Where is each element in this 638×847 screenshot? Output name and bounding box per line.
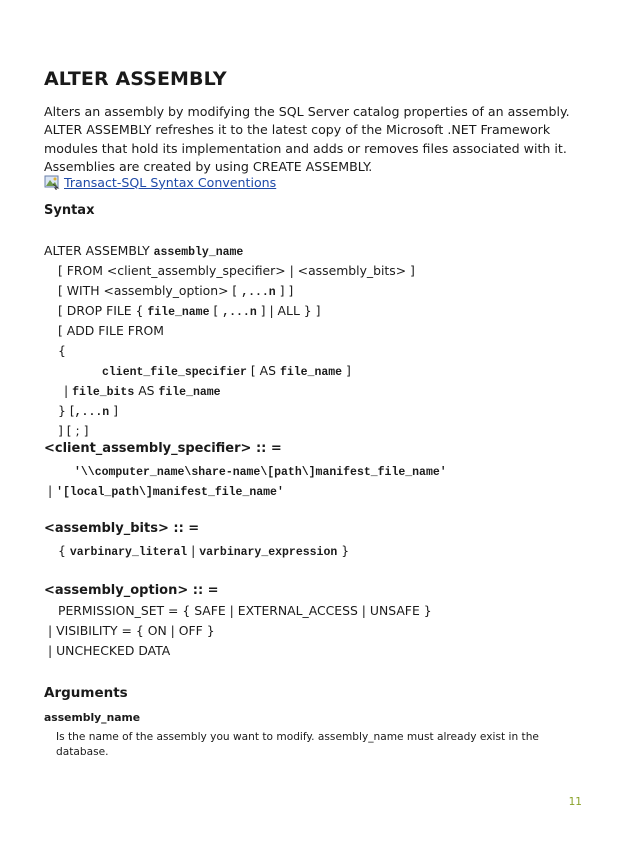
syntax-placeholder: client_file_specifier [102, 366, 247, 379]
syntax-line-5: [ ADD FILE FROM [58, 323, 164, 338]
syntax-line-6: { [58, 343, 66, 358]
syntax-line-2: [ FROM <client_assembly_specifier> | <assembly_bits> ] [58, 263, 415, 278]
syntax-placeholder: file_name [158, 386, 221, 399]
syntax-text: ] | ALL } ] [256, 303, 321, 318]
image-link-icon [44, 174, 60, 190]
syntax-line-9 [58, 403, 118, 419]
assembly-option-line-3: | UNCHECKED DATA [48, 643, 171, 658]
syntax-text: ] [109, 403, 118, 418]
page-title: ALTER ASSEMBLY [44, 68, 227, 90]
syntax-text: ] ] [275, 283, 294, 298]
argument-term: assembly_name [44, 711, 141, 724]
argument-desc-line-2: database. [56, 746, 109, 758]
syntax-text: [ AS [246, 363, 280, 378]
syntax-text: { [58, 543, 70, 558]
syntax-placeholder: file_name [147, 306, 210, 319]
syntax-text: | [48, 483, 57, 498]
syntax-placeholder: '\\computer_name\share-name\[path\]manifest_file_name' [74, 466, 447, 479]
syntax-conventions-link[interactable]: Transact-SQL Syntax Conventions [64, 174, 277, 190]
syntax-placeholder: assembly_name [153, 246, 244, 259]
assembly-bits-line-1 [58, 543, 349, 559]
assembly-option-heading: <assembly_option> :: = [44, 583, 219, 598]
assembly-option-line-1: PERMISSION_SET = { SAFE | EXTERNAL_ACCESS | UNSAFE } [58, 603, 432, 618]
syntax-line-3 [58, 283, 293, 299]
syntax-text: } [ [58, 403, 75, 418]
syntax-text: [ [209, 303, 223, 318]
syntax-text: } [337, 543, 350, 558]
syntax-text: [ DROP FILE { [58, 303, 148, 318]
page-number: 11 [568, 796, 582, 808]
syntax-placeholder: file_bits [72, 386, 135, 399]
client-spec-line-2 [48, 483, 284, 499]
syntax-text: | [187, 543, 200, 558]
syntax-placeholder: varbinary_expression [199, 546, 338, 559]
syntax-heading: Syntax [44, 203, 95, 218]
syntax-text: | [64, 383, 73, 398]
intro-paragraph: Alters an assembly by modifying the SQL Server catalog properties of an assembly. ALTER ASSEMBLY refreshes it to the latest copy of the Microsoft .NET Framework modules that hold its implementation and adds or removes files associated with it. Assemblies are created by using CREATE ASSEMBLY. [44, 104, 570, 175]
syntax-line-4 [58, 303, 320, 319]
syntax-placeholder: varbinary_literal [69, 546, 188, 559]
syntax-line-7 [102, 363, 351, 379]
syntax-placeholder: ,...n [74, 406, 110, 419]
syntax-placeholder: ,...n [222, 306, 257, 319]
syntax-placeholder: ,...n [241, 286, 276, 299]
syntax-line-1 [44, 243, 243, 259]
syntax-text: AS [134, 383, 159, 398]
syntax-line-10: ] [ ; ] [58, 423, 89, 438]
syntax-placeholder: '[local_path\]manifest_file_name' [56, 486, 284, 499]
syntax-text: ] [342, 363, 351, 378]
syntax-placeholder: file_name [279, 366, 343, 379]
syntax-keyword: ALTER ASSEMBLY [44, 243, 154, 258]
client-spec-line-1 [74, 463, 447, 479]
assembly-option-line-2: | VISIBILITY = { ON | OFF } [48, 623, 215, 638]
argument-desc-line-1: Is the name of the assembly you want to modify. assembly_name must already exist in the [56, 731, 539, 743]
client-spec-heading: <client_assembly_specifier> :: = [44, 441, 282, 456]
syntax-line-8 [64, 383, 221, 399]
syntax-conventions-link-row[interactable] [44, 174, 276, 190]
assembly-bits-heading: <assembly_bits> :: = [44, 521, 200, 536]
syntax-text: [ WITH <assembly_option> [ [58, 283, 242, 298]
arguments-heading: Arguments [44, 685, 128, 701]
